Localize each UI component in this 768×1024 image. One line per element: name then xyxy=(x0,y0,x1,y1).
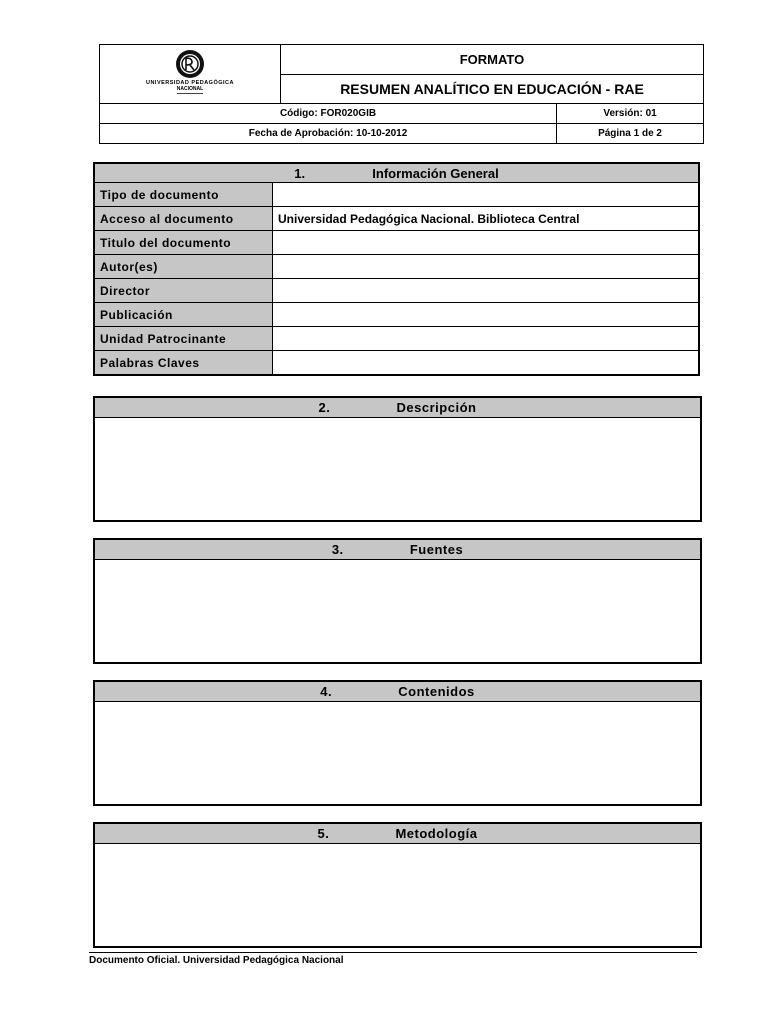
info-row-publicacion xyxy=(94,303,699,327)
info-row-autores xyxy=(94,255,699,279)
logo-cell xyxy=(100,45,281,104)
document-header xyxy=(99,44,704,144)
info-row-palabras xyxy=(94,351,699,376)
info-row-titulo xyxy=(94,231,699,255)
info-label: Acceso al documento xyxy=(94,207,273,231)
info-value-field[interactable]: Universidad Pedagógica Nacional. Biblioteca Central xyxy=(273,207,700,231)
section-fuentes xyxy=(93,538,702,664)
section-body-field[interactable] xyxy=(95,418,700,520)
page-footer: Documento Oficial. Universidad Pedagógica Nacional xyxy=(89,952,697,966)
page-number-cell: Página 1 de 2 xyxy=(557,124,704,144)
info-row-tipo xyxy=(94,183,699,207)
info-value-field[interactable] xyxy=(273,303,700,327)
general-info-table xyxy=(93,162,700,376)
logo-text-line2: NACIONAL xyxy=(176,85,204,92)
general-info-heading xyxy=(94,163,699,183)
section-contenidos xyxy=(93,680,702,806)
section-body-field[interactable] xyxy=(95,844,700,946)
section-number: 5. xyxy=(317,826,330,841)
info-label: Unidad Patrocinante xyxy=(94,327,273,351)
info-label: Palabras Claves xyxy=(94,351,273,376)
university-seal-icon xyxy=(175,49,205,79)
section-heading xyxy=(95,398,700,418)
section-title: Información General xyxy=(372,165,499,181)
section-title: Descripción xyxy=(396,400,477,415)
section-title: Contenidos xyxy=(398,684,475,699)
info-label: Titulo del documento xyxy=(94,231,273,255)
section-heading xyxy=(95,682,700,702)
info-value-field[interactable] xyxy=(273,255,700,279)
info-row-director xyxy=(94,279,699,303)
info-label: Tipo de documento xyxy=(94,183,273,207)
section-number: 2. xyxy=(318,400,331,415)
info-label: Autor(es) xyxy=(94,255,273,279)
section-body-field[interactable] xyxy=(95,702,700,804)
document-title: RESUMEN ANALÍTICO EN EDUCACIÓN - RAE xyxy=(281,74,704,104)
info-value-field[interactable] xyxy=(273,279,700,303)
university-logo xyxy=(100,49,280,100)
section-title: Fuentes xyxy=(409,542,464,557)
section-heading xyxy=(95,824,700,844)
info-value-field[interactable] xyxy=(273,351,700,376)
info-value-field[interactable] xyxy=(273,183,700,207)
section-heading xyxy=(95,540,700,560)
version-cell: Versión: 01 xyxy=(557,104,704,124)
format-label: FORMATO xyxy=(281,45,704,75)
section-number: 1. xyxy=(294,165,306,181)
section-title: Metodología xyxy=(395,826,478,841)
section-descripcion xyxy=(93,396,702,522)
section-metodologia xyxy=(93,822,702,948)
code-cell: Código: FOR020GIB xyxy=(100,104,557,124)
info-row-unidad xyxy=(94,327,699,351)
info-label: Director xyxy=(94,279,273,303)
section-body-field[interactable] xyxy=(95,560,700,662)
info-value-field[interactable] xyxy=(273,231,700,255)
section-number: 4. xyxy=(320,684,333,699)
info-value-field[interactable] xyxy=(273,327,700,351)
info-label: Publicación xyxy=(94,303,273,327)
section-number: 3. xyxy=(331,542,344,557)
info-row-acceso xyxy=(94,207,699,231)
approval-date-cell: Fecha de Aprobación: 10-10-2012 xyxy=(100,124,557,144)
logo-text-line1: UNIVERSIDAD PEDAGÓGICA xyxy=(145,79,234,86)
logo-tagline xyxy=(177,93,204,100)
